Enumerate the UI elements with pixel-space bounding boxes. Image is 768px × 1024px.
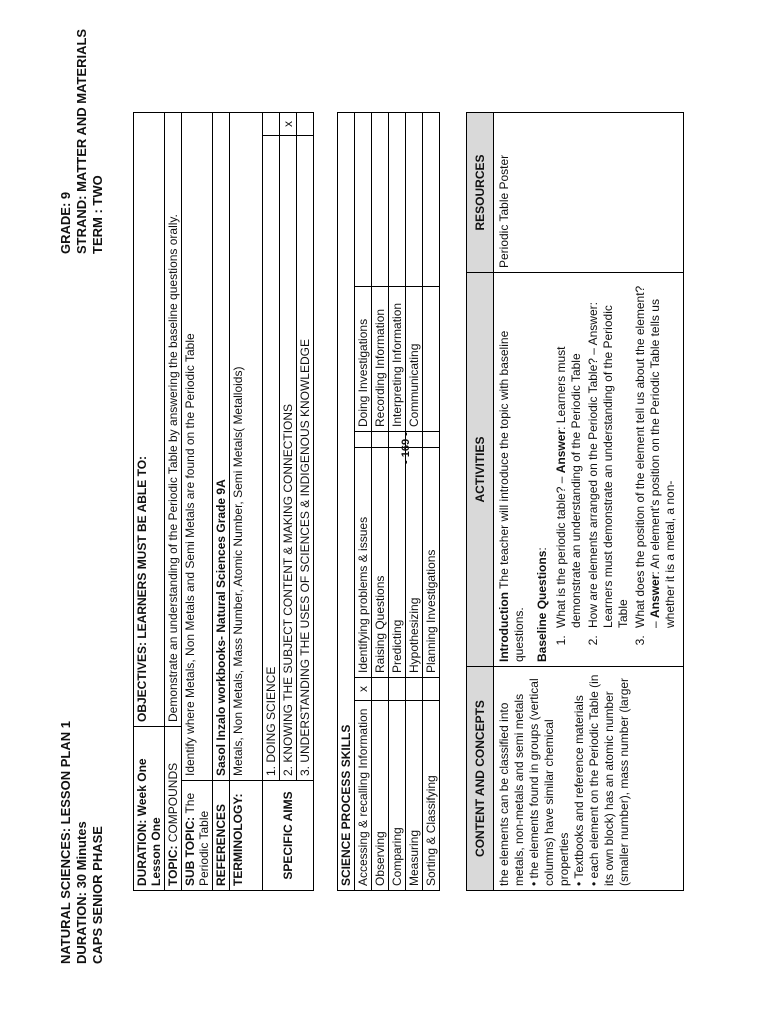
skill-mark xyxy=(355,432,372,448)
skill-mark xyxy=(406,113,423,287)
lesson-info-table xyxy=(133,112,314,891)
subtopic-value: The Periodic Table xyxy=(183,792,211,886)
baseline-questions-list xyxy=(554,277,678,662)
activities-cell xyxy=(494,273,684,667)
concept-item: • each element on the Periodic Table (in its own block) has an atomic number (smaller number), mass number (larger xyxy=(587,674,631,886)
skill-cell: Planning Investigations xyxy=(423,448,440,678)
subtopic-cell xyxy=(182,781,213,891)
skill-row xyxy=(372,113,389,891)
page-number: - 169 - xyxy=(400,432,412,464)
skill-mark xyxy=(372,113,389,287)
question-text: How are elements arranged on the Periodic Table? – Answer: Learners must demonstrate an understanding of the Periodic Table xyxy=(586,302,630,628)
question-item xyxy=(586,277,631,632)
aim-3-mark xyxy=(297,113,314,136)
skill-cell: Raising Questions xyxy=(372,448,389,678)
question-item xyxy=(633,277,678,632)
skill-cell: Communicating xyxy=(406,287,423,432)
aim-1-mark xyxy=(263,113,280,136)
question-text: What does the position of the element tell us about the element? – xyxy=(633,285,662,628)
activities-header: ACTIVITIES xyxy=(467,273,494,667)
concepts-cell xyxy=(494,667,684,891)
answer-text: : An element's position on the Periodic Table tells us whether it is a metal, a non- xyxy=(648,299,677,628)
objective-1: Demonstrate an understanding of the Periodic Table by answering the baseline questions orally. xyxy=(165,113,182,727)
skill-cell xyxy=(423,287,440,432)
header-right xyxy=(58,29,106,254)
skill-mark xyxy=(372,678,389,701)
aim-1: 1. DOING SCIENCE xyxy=(263,136,280,781)
intro-text: The teacher will introduce the topic with baseline questions. xyxy=(497,330,526,662)
header-strand: STRAND: MATTER AND MATERIALS xyxy=(74,28,89,254)
resources-cell: Periodic Table Poster xyxy=(494,113,684,273)
answer-text: : Learners must demonstrate an understanding of the Periodic Table xyxy=(554,346,583,628)
skill-cell: Hypothesizing xyxy=(406,448,423,678)
skill-mark xyxy=(389,678,406,701)
skill-cell: Accessing & recalling Information xyxy=(355,701,372,891)
concept-item: • the elements found in groups (vertical columns) have similar chemical properties xyxy=(527,678,571,886)
skill-row xyxy=(355,113,372,891)
header-grade: GRADE: 9 xyxy=(58,191,73,254)
skill-row xyxy=(389,113,406,891)
content-activities-table xyxy=(466,112,684,891)
baseline-questions-heading xyxy=(535,277,550,662)
header-phase: CAPS SENIOR PHASE xyxy=(90,826,105,964)
answer-label: Answer xyxy=(648,574,662,618)
skill-cell: Comparing xyxy=(389,701,406,891)
header-left xyxy=(58,721,106,964)
intro-label: Introduction xyxy=(497,592,511,662)
skill-row xyxy=(423,113,440,891)
skill-mark xyxy=(372,432,389,448)
header-title: NATURAL SCIENCES: LESSON PLAN 1 xyxy=(58,721,73,964)
skill-mark xyxy=(423,113,440,287)
skill-mark: x xyxy=(355,678,372,701)
answer-label: Answer xyxy=(554,429,568,474)
topic-label: TOPIC: xyxy=(166,842,180,886)
header-term: TERM : TWO xyxy=(90,175,105,254)
skill-cell: Doing Investigations xyxy=(355,287,372,432)
specific-aims-label: SPECIFIC AIMS xyxy=(263,781,314,891)
references-value: Sasol Inzalo workbooks- Natural Sciences Grade 9A xyxy=(213,113,230,781)
objective-2: Identify where Metals, Non Metals and Semi Metals are found on the Periodic Table xyxy=(182,113,213,781)
skill-mark xyxy=(406,678,423,701)
introduction xyxy=(497,277,527,662)
skill-mark xyxy=(423,678,440,701)
aim-2: 2. KNOWING THE SUBJECT CONTENT & MAKING CONNECTIONS xyxy=(280,136,297,781)
terminology-value: Metals, Non Metals, Mass Number, Atomic Number, Semi Metals( Metalloids) xyxy=(230,113,263,781)
baseline-colon: : xyxy=(535,547,549,551)
question-text: What is the periodic table? – xyxy=(554,473,568,628)
concept-item: the elements can be classified into metals, non-metals and semi metals xyxy=(497,693,526,886)
skill-cell: Recording Information xyxy=(372,287,389,432)
baseline-label: Baseline Questions xyxy=(535,550,549,662)
header-duration: DURATION: 30 Minutes xyxy=(74,821,89,964)
resources-header: RESOURCES xyxy=(467,113,494,273)
content-header: CONTENT AND CONCEPTS xyxy=(467,667,494,891)
skill-cell: Measuring xyxy=(406,701,423,891)
aim-3: 3. UNDERSTANDING THE USES OF SCIENCES & INDIGENOUS KNOWLEDGE xyxy=(297,136,314,781)
terminology-label: TERMINOLOGY: xyxy=(230,781,263,891)
skill-mark xyxy=(389,113,406,287)
aim-2-mark: x xyxy=(280,113,297,136)
skills-heading: SCIENCE PROCESS SKILLS xyxy=(338,113,355,891)
subtopic-label: SUB TOPIC: xyxy=(183,813,197,886)
references-label: REFERENCES xyxy=(213,781,230,891)
process-skills-table xyxy=(337,112,440,891)
skill-mark xyxy=(423,432,440,448)
question-item xyxy=(554,277,584,632)
skill-mark xyxy=(355,113,372,287)
skill-cell: Sorting & Classifying xyxy=(423,701,440,891)
lesson-duration: DURATION: Week One Lesson One xyxy=(134,727,165,891)
skill-cell: Observing xyxy=(372,701,389,891)
skill-cell: Identifying problems & issues xyxy=(355,448,372,678)
skill-cell: Predicting xyxy=(389,448,406,678)
concept-item: • Textbooks and reference materials xyxy=(572,695,586,886)
objectives-heading: OBJECTIVES: LEARNERS MUST BE ABLE TO: xyxy=(134,113,165,727)
skill-cell: Interpreting Information xyxy=(389,287,406,432)
topic-value: COMPOUNDS xyxy=(166,762,180,843)
skill-row xyxy=(406,113,423,891)
topic-cell xyxy=(165,727,182,891)
